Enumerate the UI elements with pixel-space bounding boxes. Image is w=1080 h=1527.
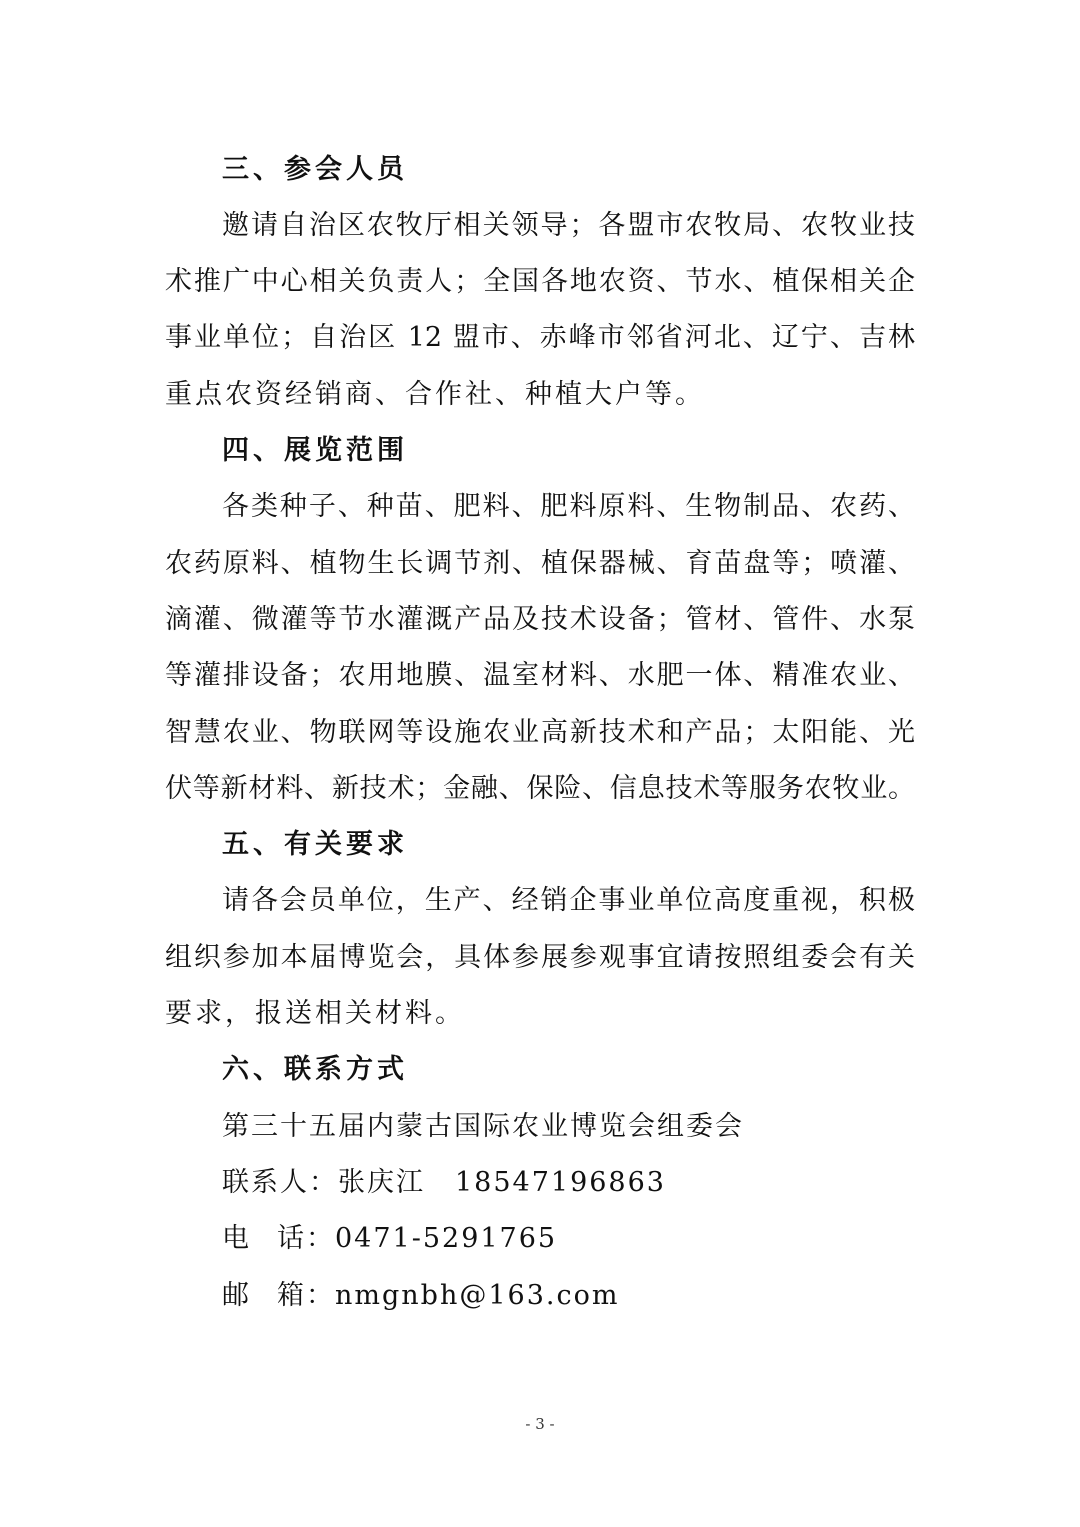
contact-email-row: [222, 1273, 619, 1312]
scope-line-5: 智慧农业、物联网等设施农业高新技术和产品；太阳能、光: [165, 717, 915, 748]
scope-line-6: 伏等新材料、新技术；金融、保险、信息技术等服务农牧业。: [165, 773, 915, 804]
attendees-line-3: 事业单位；自治区 12 盟市、赤峰市邻省河北、辽宁、吉林: [165, 322, 915, 353]
section-heading-contact: 六、联系方式: [222, 1054, 408, 1085]
scope-line-1: 各类种子、种苗、肥料、肥料原料、生物制品、农药、: [222, 491, 915, 522]
attendees-line-2: 术推广中心相关负责人；全国各地农资、节水、植保相关企: [165, 266, 915, 297]
scope-line-3: 滴灌、微灌等节水灌溉产品及技术设备；管材、管件、水泵: [165, 604, 915, 635]
contact-organizer: [222, 1104, 744, 1143]
organizer-name: 第三十五届内蒙古国际农业博览会组委会: [222, 1111, 744, 1142]
scope-line-4: 等灌排设备；农用地膜、温室材料、水肥一体、精准农业、: [165, 660, 915, 691]
contact-tel-colon: ：: [306, 1223, 335, 1254]
section-heading-requirements: 五、有关要求: [222, 829, 408, 860]
contact-person-label: 联系人：: [222, 1167, 338, 1198]
scope-line-2: 农药原料、植物生长调节剂、植保器械、育苗盘等；喷灌、: [165, 548, 915, 579]
requirements-line-3: 要求，报送相关材料。: [165, 998, 465, 1029]
contact-person-name: 张庆江: [338, 1167, 425, 1198]
contact-tel-value: 0471-5291765: [335, 1223, 558, 1254]
contact-email-colon: ：: [306, 1280, 335, 1311]
contact-person-phone: 18547196863: [455, 1167, 666, 1198]
attendees-line-1: 邀请自治区农牧厅相关领导；各盟市农牧局、农牧业技: [222, 210, 915, 241]
attendees-line-4: 重点农资经销商、合作社、种植大户等。: [165, 379, 705, 410]
contact-tel-row: [222, 1216, 557, 1255]
contact-tel-label: 电 话: [222, 1223, 306, 1254]
section-heading-exhibition-scope: 四、展览范围: [222, 435, 408, 466]
page-number: - 3 -: [525, 1415, 555, 1433]
contact-person-row: [222, 1160, 666, 1199]
section-heading-attendees: 三、参会人员: [222, 154, 408, 185]
contact-email-label: 邮 箱: [222, 1280, 306, 1311]
contact-email-value: nmgnbh@163.com: [335, 1280, 620, 1311]
requirements-line-2: 组织参加本届博览会，具体参展参观事宜请按照组委会有关: [165, 942, 915, 973]
requirements-line-1: 请各会员单位，生产、经销企事业单位高度重视，积极: [222, 885, 915, 916]
